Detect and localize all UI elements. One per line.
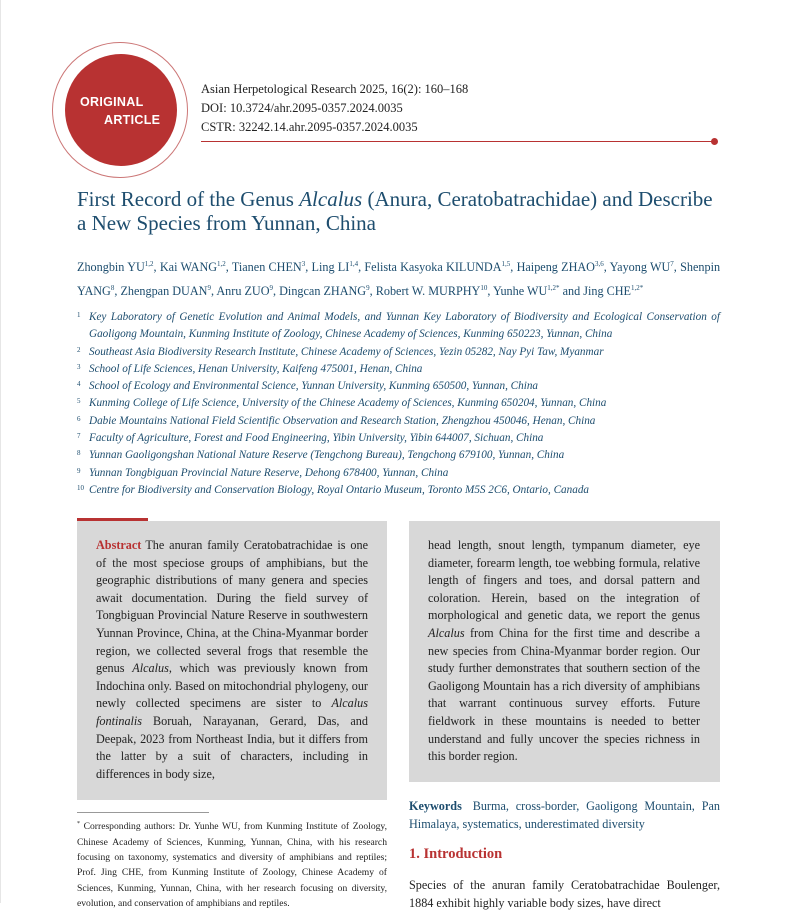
footnote-mark: *	[77, 821, 80, 827]
author-name: Shenpin YANG	[77, 260, 721, 299]
footnote-rule	[77, 812, 209, 813]
abstract-italic-run: Alcalus fontinalis	[96, 696, 368, 728]
introduction-text: Species of the anuran family Ceratobatrachidae Boulenger, 1884 exhibit highly variable body sizes, have direct	[409, 878, 720, 910]
author-affiliation-mark: 10	[480, 284, 488, 293]
affiliation-item	[77, 309, 720, 344]
affiliation-item	[77, 378, 720, 395]
abstract-heading: Abstract	[96, 538, 142, 552]
badge-line-1: ORIGINAL	[80, 95, 144, 109]
author-name: Felista Kasyoka KILUNDA	[364, 260, 502, 275]
title-genus: Alcalus	[299, 187, 363, 211]
affiliation-text: Yunnan Gaoligongshan National Nature Reserve (Tengchong Bureau), Tengchong 679100, Yunnan, China	[89, 449, 565, 462]
abstract-box-left	[77, 521, 387, 800]
journal-info	[201, 80, 468, 137]
author-name: Robert W. MURPHY	[375, 284, 481, 299]
affiliation-list	[77, 309, 720, 499]
author-affiliation-mark: 3	[301, 260, 306, 268]
author-affiliation-mark: 3,6	[594, 260, 604, 268]
author-name: Ling LI	[311, 260, 350, 275]
affiliation-number: 7	[77, 432, 81, 441]
affiliation-text: Dabie Mountains National Field Scientific Observation and Research Station, Zhengzhou 450046, Henan, China	[89, 414, 596, 427]
journal-citation: Asian Herpetological Research 2025, 16(2): 160–168	[201, 82, 469, 96]
affiliation-number: 3	[77, 362, 81, 371]
author-name: Zhengpan DUAN	[120, 284, 208, 299]
affiliation-item	[77, 482, 720, 499]
journal-cstr: CSTR: 32242.14.ahr.2095-0357.2024.0035	[201, 120, 418, 134]
abstract-italic-run: Alcalus	[132, 661, 169, 676]
corresponding-author-footnote	[77, 817, 387, 912]
author-affiliation-mark: 1,2	[217, 260, 226, 268]
author-list: Zhongbin YU$^{1,2}$, Kai WANG$^{1,2}$, Tianen CHEN$^3$, Ling LI$^{1,4}$, Felista Kasyoka KILUNDA$^{1,5}$, Haipeng ZHAO$^{3,6}$, Yayong $WU^7$, Shenpin YANG$^8$, Zhengpan DUAN$^9$, Anru ZUO$^9$, Dingcan ZHANG$^9$, Robert W. MURPHY$^{10}$, Yunhe $WU^{1,2*}$ and Jing $CHE^{1,2*}$	[77, 260, 721, 299]
affiliation-number: 6	[77, 414, 81, 423]
abstract-run: from China for the first time and describe a new species from China-Myanmar border region. Our study further demonstrates that southern section of the Gaoligong Mountain has a rich diversity of amphibians that warrant continuous survey efforts. Future fieldwork in these mountains is needed to better understand and fully uncover the species richness in this border region.	[428, 625, 700, 764]
affiliation-number: 10	[77, 483, 84, 492]
affiliation-number: 5	[77, 397, 81, 406]
header-rule	[201, 141, 714, 142]
affiliation-item	[77, 465, 720, 482]
author-name: Tianen CHEN	[231, 260, 302, 275]
author-affiliation-mark: 1,2*	[547, 284, 560, 293]
abstract-run: The anuran family Ceratobatrachidae is one of the most speciose groups of amphibians, but the geographic distributions of many genera and species await documentation. During the field survey of Tongbiguan Provincial Nature Reserve in southwestern Yunnan Province, China, at the China-Myanmar border region, we collected several frogs that resemble the genus	[96, 538, 368, 676]
author-name: Dingcan ZHANG	[279, 284, 367, 299]
affiliation-number: 1	[77, 311, 81, 319]
affiliation-number: 4	[77, 380, 81, 389]
author-name: Zhongbin YU	[77, 260, 145, 275]
author-affiliation-mark: 8	[110, 284, 115, 293]
author-affiliation-mark: 7	[670, 260, 674, 268]
affiliation-number: 9	[77, 466, 81, 475]
author-name: Kai WANG	[159, 260, 218, 275]
abstract-box-right	[409, 521, 720, 782]
abstract-text-right	[428, 537, 700, 766]
affiliation-item	[77, 344, 720, 361]
author-affiliation-mark: 1,2*	[630, 284, 644, 293]
author-affiliation-mark: 1,4	[349, 260, 359, 268]
article-type-badge	[65, 54, 177, 166]
author-name: Yunhe WU	[493, 284, 548, 299]
badge-line-2: ARTICLE	[104, 113, 161, 127]
affiliation-text: Yunnan Tongbiguan Provincial Nature Reserve, Dehong 678400, Yunnan, China	[89, 466, 449, 479]
affiliation-item	[77, 395, 720, 412]
header-rule-dot	[711, 138, 718, 145]
author-affiliation-mark: 9	[366, 284, 370, 293]
article-title	[77, 187, 727, 235]
affiliation-text: Southeast Asia Biodiversity Research Institute, Chinese Academy of Sciences, Yezin 05282, Nay Pyi Taw, Myanmar	[89, 345, 604, 358]
abstract-italic-run: Alcalus	[428, 625, 465, 640]
author-affiliation-mark: 9	[269, 284, 274, 293]
affiliation-text: Key Laboratory of Genetic Evolution and Animal Models, and Yunnan Key Laboratory of Biodiversity and Ecological Conservation of Gaoligong Mountain, Kunming Institute of Zoology, Chinese Academy of Sciences, Kunming 650223, Yunnan, China	[89, 311, 720, 341]
keywords-text: Burma, cross-border, Gaoligong Mountain, Pan Himalaya, systematics, underestimated diversity	[409, 799, 720, 831]
author-name: Jing CHE	[583, 284, 631, 299]
affiliation-text: School of Life Sciences, Henan University, Kaifeng 475001, Henan, China	[89, 362, 423, 375]
page-edge	[0, 0, 1, 903]
journal-doi[interactable]: DOI: 10.3724/ahr.2095-0357.2024.0035	[201, 101, 403, 115]
author-name: Anru ZUO	[216, 284, 270, 299]
abstract-run: head length, snout length, tympanum diameter, eye diameter, forearm length, toe webbing formula, relative length of fingers and toes, and dorsal pattern and coloration. Herein, based on the integration of morphological and genetic data, we report the genus	[428, 538, 700, 623]
section-heading-introduction: 1. Introduction	[409, 846, 503, 862]
abstract-run: , which was previously known from Indochina only. Based on mitochondrial phylogeny, our newly collected specimens are sister to	[96, 661, 368, 711]
affiliation-item	[77, 447, 720, 464]
author-affiliation-mark: 1,5	[501, 260, 511, 268]
author-name: Haipeng ZHAO	[516, 260, 595, 275]
affiliation-number: 2	[77, 345, 81, 354]
affiliation-text: School of Ecology and Environmental Science, Yunnan University, Kunming 650500, Yunnan, China	[89, 380, 539, 393]
abstract-text-left	[96, 537, 368, 783]
abstract-run: Boruah, Narayanan, Gerard, Das, and Deepak, 2023 from Northeast India, but it differs from the latter by a suit of characters, including in differences in body size,	[96, 713, 368, 781]
affiliation-number: 8	[77, 449, 81, 458]
keywords	[409, 798, 720, 833]
keywords-heading: Keywords	[409, 799, 462, 813]
author-affiliation-mark: 1,2	[144, 260, 154, 268]
affiliation-text: Centre for Biodiversity and Conservation Biology, Royal Ontario Museum, Toronto M5S 2C6, Ontario, Canada	[89, 483, 590, 496]
affiliation-item	[77, 430, 720, 447]
author-affiliation-mark: 9	[207, 284, 211, 293]
affiliation-text: Kunming College of Life Science, University of the Chinese Academy of Sciences, Kunming 650204, Yunnan, China	[89, 397, 607, 410]
affiliation-text: Faculty of Agriculture, Forest and Food Engineering, Yibin University, Yibin 644007, Sichuan, China	[89, 432, 544, 445]
affiliation-item	[77, 413, 720, 430]
footnote-text: Corresponding authors: Dr. Yunhe WU, from Kunming Institute of Zoology, Chinese Academy of Sciences, Kunming, Yunnan, China, with his research focusing on taxonomy, systematics and diversity of amphibians and reptiles; Prof. Jing CHE, from Kunming Institute of Zoology, Chinese Academy of Sciences, Kunming, Yunnan, China, with her research focusing on diversity, evolution, and conservation of amphibians and reptiles.	[77, 821, 387, 910]
title-part-1: First Record of the Genus	[77, 187, 300, 211]
author-name: Yayong WU	[609, 260, 671, 275]
affiliation-item	[77, 361, 720, 378]
title-part-2: (Anura, Ceratobatrachidae) and Describe a New Species from Yunnan, China	[77, 187, 713, 235]
